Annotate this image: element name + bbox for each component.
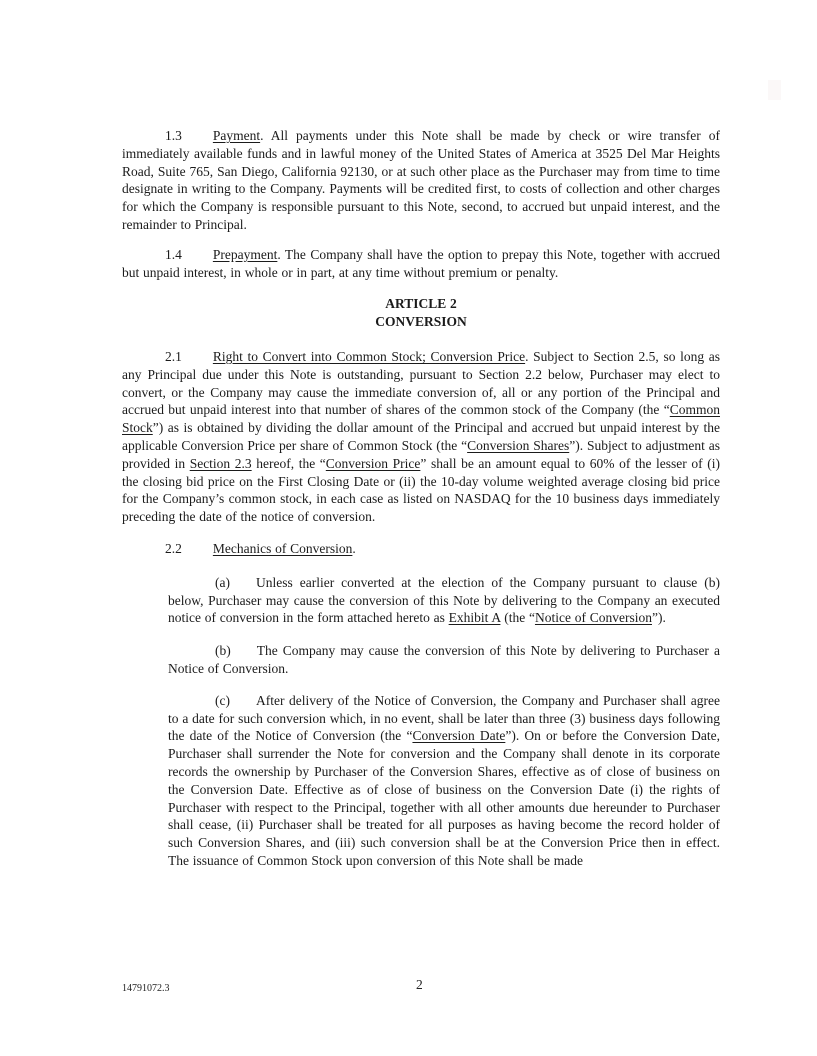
text-run: (the “ [500, 610, 535, 626]
text-run: (b) [215, 643, 231, 659]
paragraph-2-2-mechanics [122, 540, 720, 558]
article-2-heading [122, 295, 720, 313]
underlined-text-run: Prepayment [212, 246, 278, 262]
footer-doc-number: 14791072.3 [122, 983, 170, 994]
paragraph-1-3-payment [122, 127, 720, 234]
text-run: . [352, 540, 356, 556]
text-run: 1.4 [165, 246, 182, 262]
document-body [122, 127, 720, 870]
text-run: After delivery of the Notice of Conversion, the Company and Purchaser shall agree to a date for such conversion which, in no event, shall be later than three (3) business days following the date of the Notice of Conversion (the “ [168, 692, 720, 744]
text-run: ”). [651, 610, 666, 626]
text-run: 1.3 [165, 128, 182, 143]
text-run: . Subject to Section 2.5, so long as any Principal due under this Note is outstanding, pursuant to Section 2.2 below, Purchaser may elect to convert, or the Company may cause the immediate conversion of, all or any portion of the Principal and accrued but unpaid interest into that number of shares of the common stock of the Company (the “ [122, 348, 720, 418]
text-run: ”). Subject to adjustment as provided in [122, 437, 721, 471]
text-run: Unless earlier converted at the election of the Company pursuant to clause (b) below, Purchaser may cause the conversion of this Note by delivering to the Company an executed notice of conversion in the form attached hereto as [168, 574, 720, 626]
text-run: 2.2 [165, 540, 182, 556]
text-run: . All payments under this Note shall be made by check or wire transfer of immediately available funds and in lawful money of the United States of America at 3525 Del Mar Heights Road, Suite 765, San Diego, California 92130, or at such other place as the Purchaser may from time to time designate in writing to the Company. Payments will be credited first, to costs of collection and other charges for which the Company is responsible pursuant to this Note, second, to accrued but unpaid interest, and the remainder to Principal. [122, 128, 720, 232]
text-run: CONVERSION [375, 314, 467, 330]
text-run: hereof, the “ [251, 455, 326, 471]
underlined-text-run: Conversion Date [412, 728, 506, 744]
article-2-subheading [122, 313, 720, 331]
text-run: ”). On or before the Conversion Date, Purchaser shall surrender the Note for conversion and the Company shall denote in its corporate records the ownership by Purchaser of the Conversion Shares, effective as of close of business on the Conversion Date. Effective as of close of business on the Conversion Date (i) the rights of Purchaser with respect to the Principal, together with all other amounts due hereunder to Purchaser shall cease, (ii) Purchaser shall be treated for all purposes as having become the record holder of such Conversion Shares, and (iii) such conversion shall be at the Conversion Price then in effect. The issuance of Common Stock upon conversion of this Note shall be made [168, 728, 720, 868]
paragraph-2-2-b [168, 642, 720, 678]
paragraph-2-2-c [168, 692, 720, 870]
text-run: ” shall be an amount equal to 60% of the lesser of (i) the closing bid price on the First Closing Date or (ii) the 10-day volume weighted average closing bid price for the Company’s common stock, in each case as listed on NASDAQ for the 10 business days immediately preceding the date of the notice of conversion. [122, 455, 720, 525]
paragraph-2-1-right-to-convert [122, 348, 720, 526]
underlined-text-run: Notice of Conversion [534, 610, 652, 626]
text-run: The Company may cause the conversion of this Note by delivering to Purchaser a Notice of Conversion. [168, 643, 720, 676]
underlined-text-run: Payment [212, 128, 261, 143]
underlined-text-run: Common Stock [122, 402, 720, 436]
footer-page-number: 2 [416, 977, 423, 992]
text-run: (c) [215, 692, 230, 708]
underlined-text-run: Mechanics of Conversion [212, 540, 353, 556]
underlined-text-run: Section 2.3 [189, 455, 252, 471]
underlined-text-run: Exhibit A [448, 610, 501, 626]
scan-artifact [768, 80, 781, 100]
text-run: . The Company shall have the option to prepay this Note, together with accrued but unpaid interest, in whole or in part, at any time without premium or penalty. [122, 246, 720, 280]
paragraph-2-2-a [168, 574, 720, 627]
text-run: ”) as is obtained by dividing the dollar amount of the Principal and accrued but unpaid interest by the applicable Conversion Price per share of Common Stock (the “ [122, 420, 720, 453]
text-run: (a) [215, 574, 230, 590]
underlined-text-run: Conversion Price [325, 455, 421, 471]
text-run: ARTICLE 2 [385, 296, 457, 312]
underlined-text-run: Right to Convert into Common Stock; Conversion Price [212, 348, 526, 364]
paragraph-1-4-prepayment [122, 246, 720, 282]
underlined-text-run: Conversion Shares [467, 437, 570, 453]
text-run: 2.1 [165, 348, 182, 364]
